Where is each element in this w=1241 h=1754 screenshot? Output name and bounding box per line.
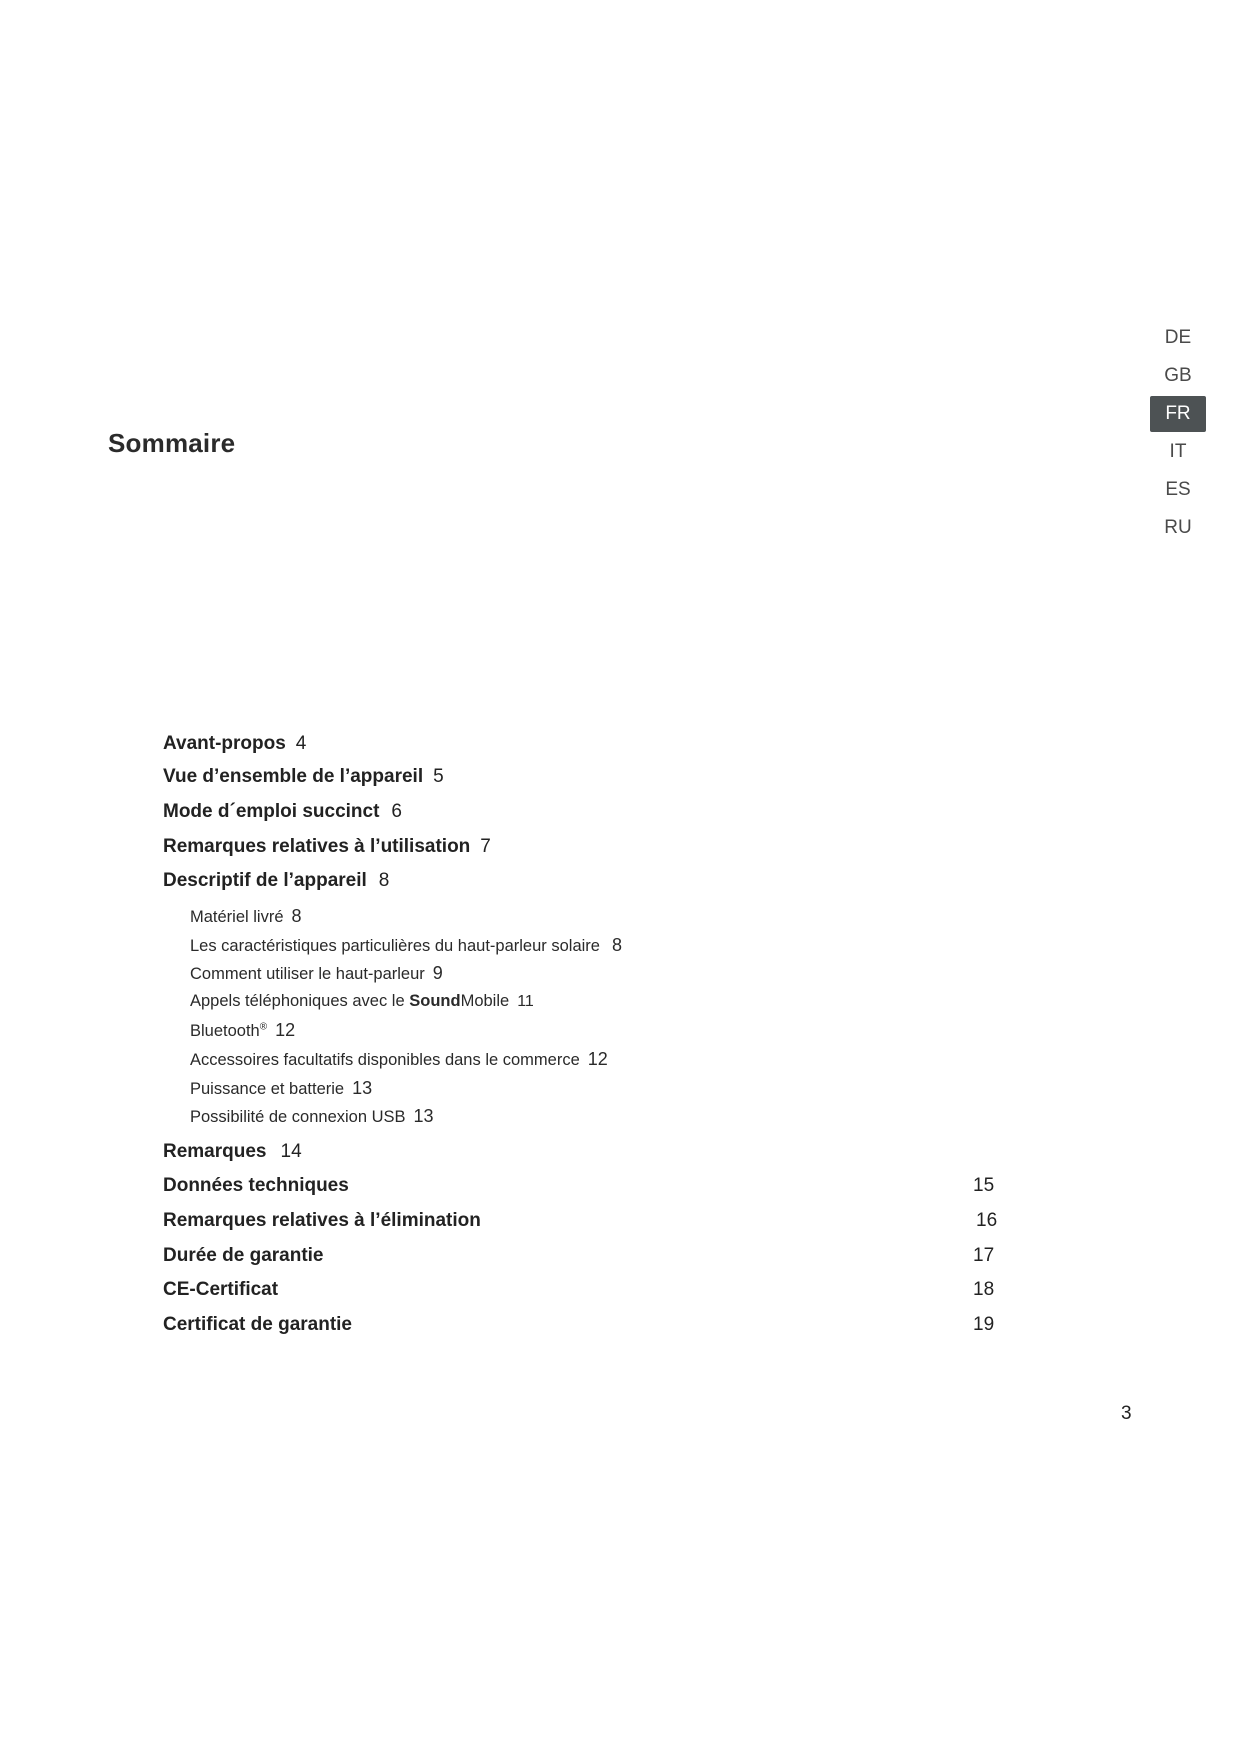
lang-tab-ru[interactable]: RU: [1164, 517, 1192, 538]
toc-subentry-page: 13: [352, 1078, 373, 1098]
lang-tab-it[interactable]: IT: [1169, 441, 1187, 462]
toc-entry[interactable]: [163, 870, 389, 892]
toc-subentry-label: Puissance et batterie: [190, 1080, 345, 1098]
toc-subentry-label: Possibilité de connexion USB: [190, 1108, 406, 1126]
toc-entry-page: 8: [378, 870, 390, 891]
toc-entry-page: 14: [280, 1141, 302, 1162]
toc-entry-page: 17: [973, 1245, 995, 1266]
toc-entry-page: 15: [973, 1175, 995, 1196]
toc-subentry-page: 9: [432, 963, 443, 983]
toc-subentry-label: Bluetooth: [190, 1022, 260, 1040]
toc-subentry[interactable]: [190, 1049, 608, 1070]
page-title: Sommaire: [108, 428, 236, 458]
toc-entry-label: Descriptif de l’appareil: [163, 870, 367, 891]
toc-entry-page: 4: [295, 733, 307, 754]
toc-entry-label[interactable]: CE-Certificat: [163, 1279, 279, 1300]
toc-subentry[interactable]: [190, 1106, 434, 1127]
toc-subentry[interactable]: [190, 963, 443, 984]
toc-subentry-page: 12: [275, 1020, 296, 1040]
toc-subentry-label: Comment utiliser le haut-parleur: [190, 965, 425, 983]
toc-subentry-page: 11: [517, 993, 534, 1010]
language-tabs: [1150, 320, 1206, 548]
toc-entry[interactable]: [163, 1141, 302, 1163]
toc-entry-page: 16: [976, 1210, 998, 1231]
toc-entry-label: Avant-propos: [163, 733, 286, 754]
lang-tab-de[interactable]: DE: [1164, 327, 1192, 348]
toc-entry-page: 6: [391, 801, 402, 822]
toc-entry-label: Remarques relatives à l’utilisation: [163, 836, 471, 857]
toc-subentry-label: Matériel livré: [190, 908, 284, 926]
toc-subentry-page: 12: [587, 1049, 608, 1069]
toc-entry-page: 18: [973, 1279, 995, 1300]
toc-entry-label: Vue d’ensemble de l’appareil: [163, 766, 424, 787]
registered-mark: ®: [259, 1021, 268, 1033]
toc-entry[interactable]: [163, 801, 402, 823]
toc-subentry[interactable]: [190, 1078, 372, 1099]
toc-subentry-label: Accessoires facultatifs disponibles dans le commerce: [190, 1051, 580, 1069]
toc-subentry-label: Les caractéristiques particulières du haut-parleur solaire: [190, 937, 600, 955]
toc-subentry[interactable]: [190, 906, 302, 927]
toc-entry[interactable]: [163, 836, 491, 858]
toc-entry-label[interactable]: Remarques relatives à l’élimination: [163, 1210, 481, 1231]
toc-subentry[interactable]: [190, 935, 622, 956]
lang-tab-es[interactable]: ES: [1165, 479, 1191, 500]
toc-entry[interactable]: [163, 733, 306, 755]
toc-entry-page: 19: [973, 1314, 995, 1335]
toc-subentry[interactable]: [190, 1020, 295, 1041]
toc-entry-label: Remarques: [163, 1141, 267, 1162]
toc-subentry-label-post: Mobile: [460, 992, 510, 1010]
lang-tab-gb[interactable]: GB: [1164, 365, 1192, 386]
toc-entry[interactable]: [163, 766, 444, 788]
toc-subentry[interactable]: [190, 992, 534, 1011]
toc-subentry-label-brand: Sound: [409, 992, 461, 1010]
toc-entry-label[interactable]: Données techniques: [163, 1175, 349, 1196]
toc-subentry-label-pre: Appels téléphoniques avec le: [190, 992, 410, 1010]
toc-entry-label[interactable]: Durée de garantie: [163, 1245, 324, 1266]
lang-tab-fr[interactable]: FR: [1150, 396, 1206, 432]
toc-entry-label[interactable]: Certificat de garantie: [163, 1314, 352, 1335]
toc-entry-page: 5: [433, 766, 444, 787]
toc-subentry-page: 8: [611, 935, 622, 955]
toc-entry-label: Mode d´emploi succinct: [163, 801, 380, 822]
toc-subentry-page: 8: [291, 906, 302, 926]
toc-subentry-page: 13: [413, 1106, 434, 1126]
toc-entry-page: 7: [480, 836, 491, 857]
page-number: 3: [1121, 1403, 1132, 1424]
